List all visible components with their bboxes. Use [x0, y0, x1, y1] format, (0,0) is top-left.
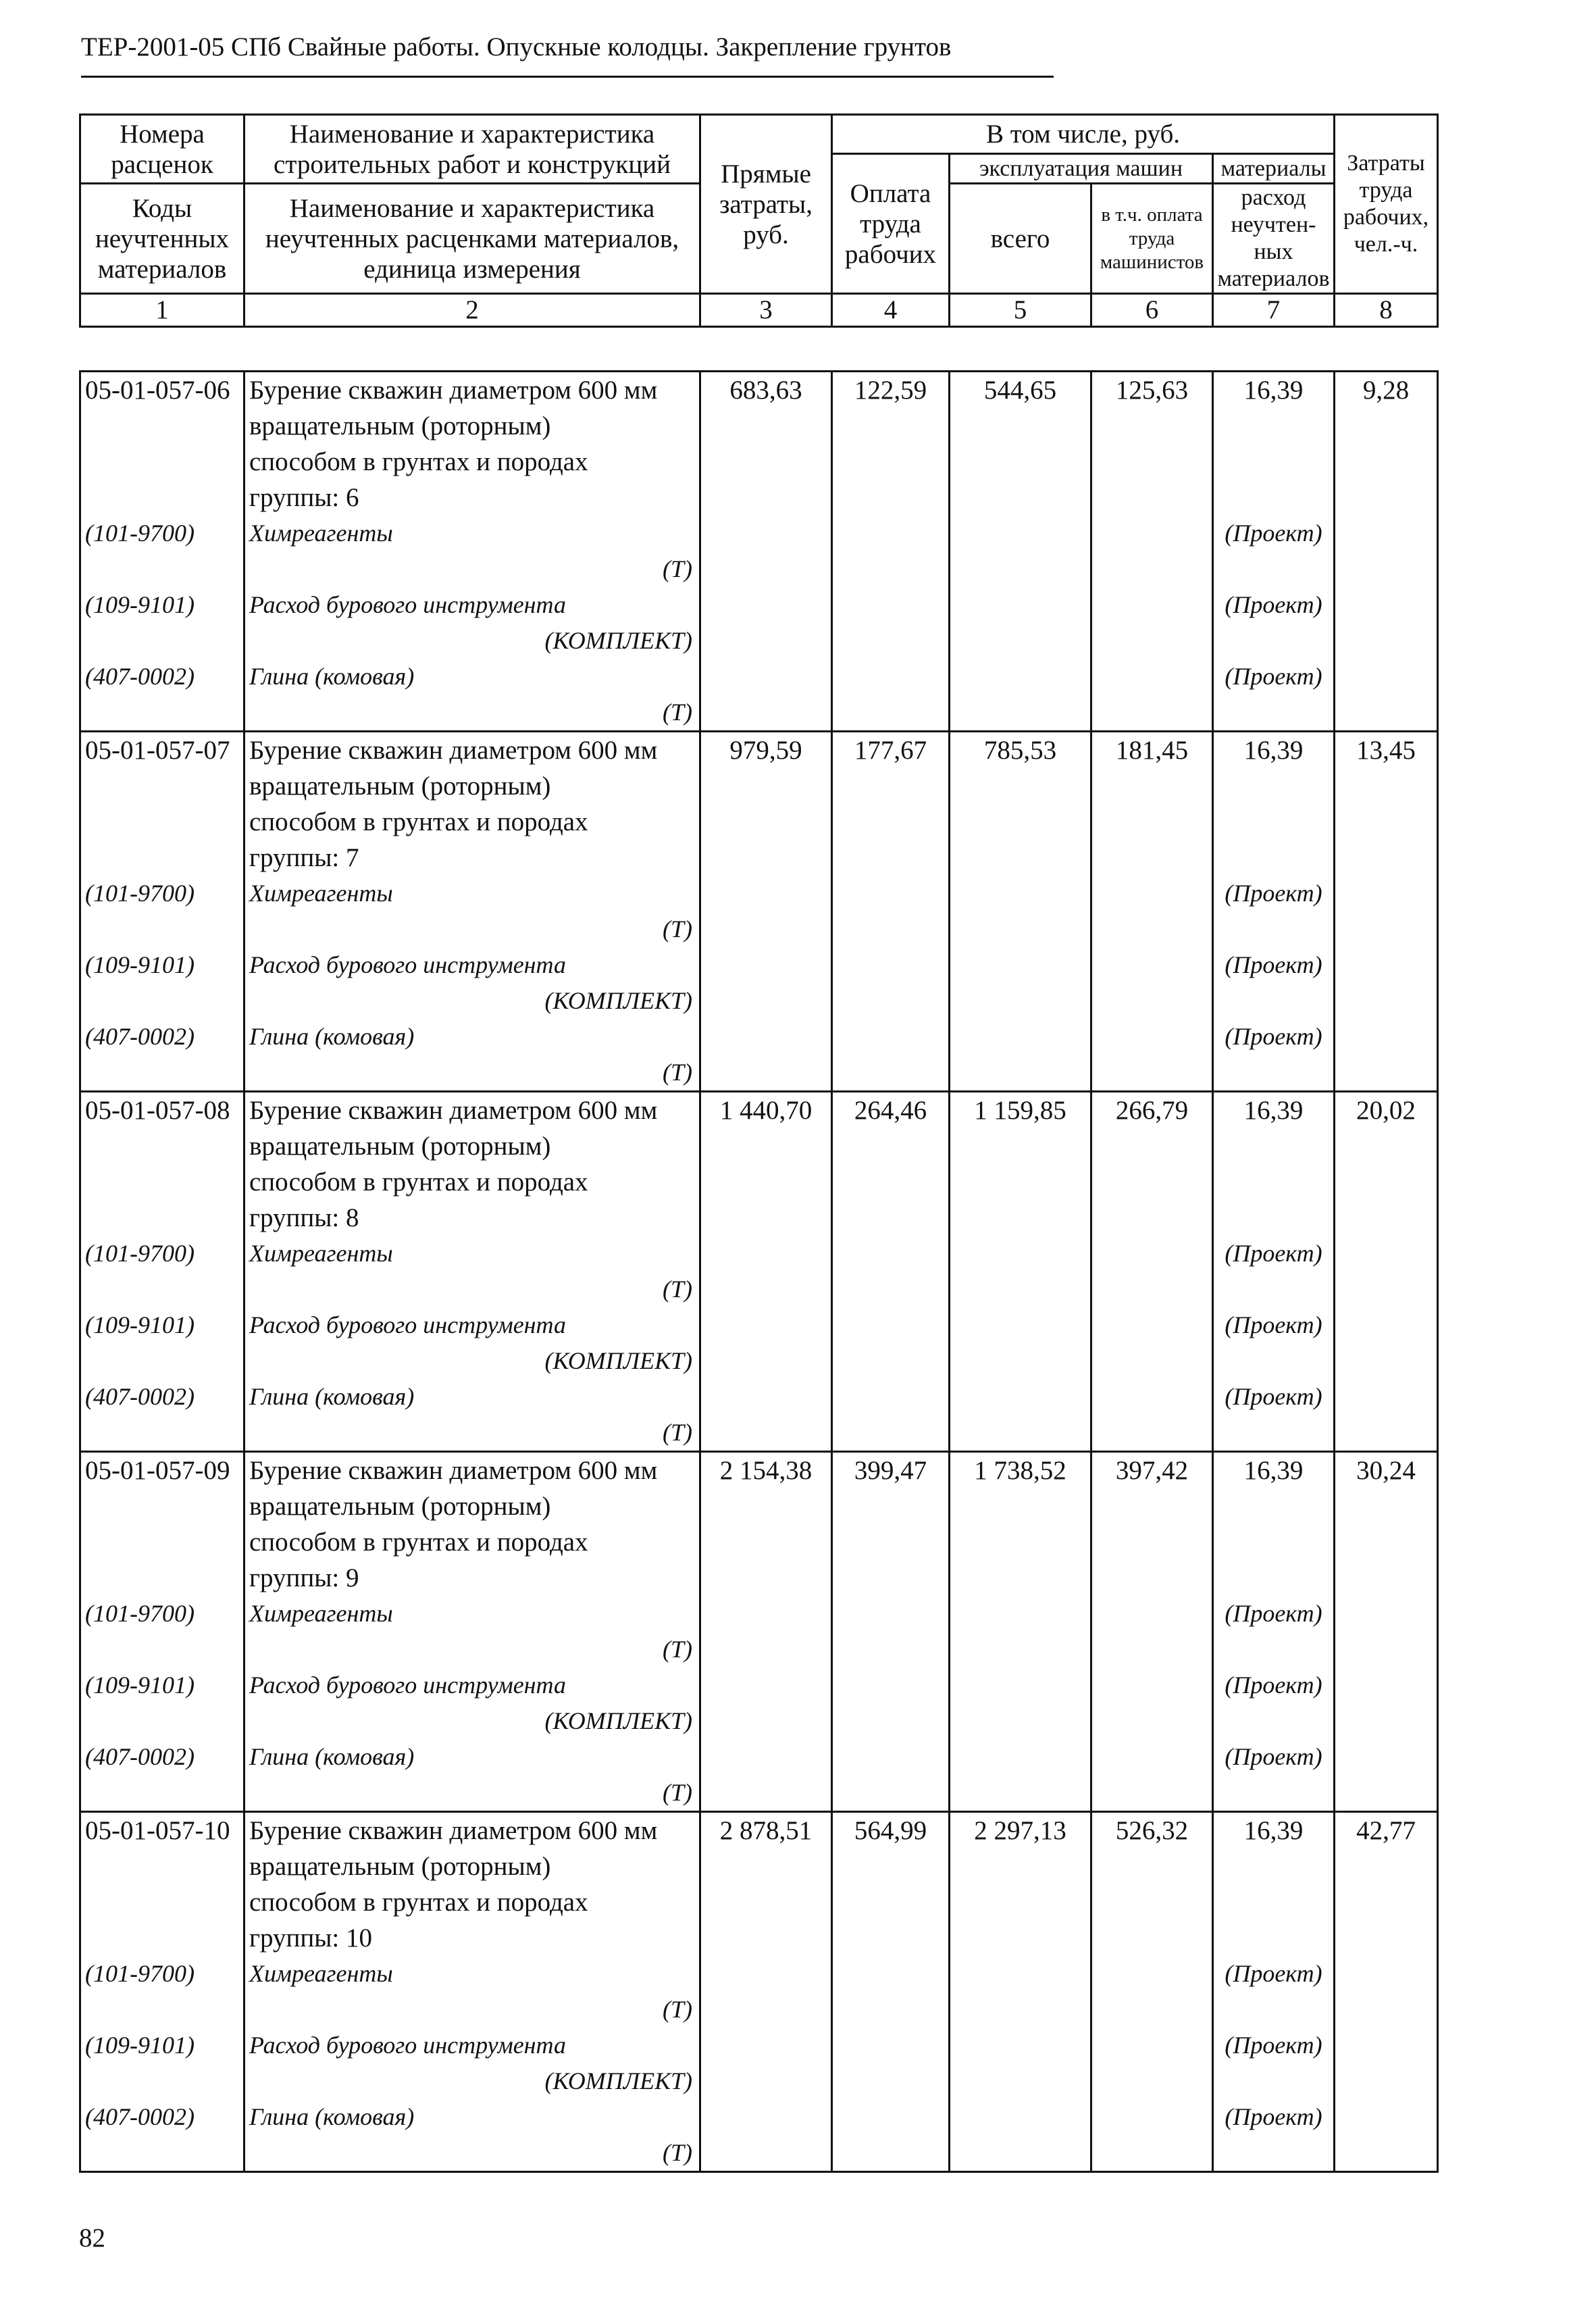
labor-hours-value — [1335, 372, 1438, 732]
material-name: Химреагенты — [249, 1600, 393, 1627]
spacer — [85, 1488, 243, 1524]
materials-cell — [1213, 732, 1335, 1092]
material-unit: (T) — [663, 1996, 692, 2023]
material-name: Химреагенты — [249, 1960, 393, 1987]
spacer — [1214, 1055, 1333, 1090]
project-note: (Проект) — [1225, 1240, 1322, 1267]
machinists-pay-value — [1091, 1452, 1213, 1812]
col-number-8: 8 — [1335, 294, 1438, 327]
rates-table-body — [80, 372, 1438, 2172]
material-code: (407-0002) — [85, 2103, 195, 2130]
direct-costs-value-text: 683,63 — [729, 376, 802, 405]
work-title-line: Бурение скважин диаметром 600 мм — [249, 1816, 658, 1845]
labor-pay-value-text: 122,59 — [854, 376, 927, 405]
header-machinists-pay: в т.ч. оплата труда машинистов — [1091, 184, 1213, 294]
spacer — [85, 2135, 243, 2171]
material-unit: (КОМПЛЕКТ) — [544, 1707, 692, 1734]
rate-code-cell — [80, 372, 244, 732]
materials-cell — [1213, 1092, 1335, 1452]
project-note: (Проект) — [1225, 1600, 1322, 1627]
header-rule — [81, 76, 1054, 78]
work-title-line: группы: 7 — [249, 843, 359, 872]
machinists-pay-value — [1091, 732, 1213, 1092]
spacer — [85, 840, 243, 876]
work-title-line: Бурение скважин диаметром 600 мм — [249, 1456, 658, 1485]
project-note: (Проект) — [1225, 2032, 1322, 2059]
spacer — [85, 911, 243, 947]
material-unit: (КОМПЛЕКТ) — [544, 2067, 692, 2094]
spacer — [1214, 1848, 1333, 1884]
work-title-line: Бурение скважин диаметром 600 мм — [249, 736, 658, 765]
project-note: (Проект) — [1225, 1383, 1322, 1410]
labor-hours-text: 42,77 — [1356, 1816, 1416, 1845]
labor-pay-value-text: 264,46 — [854, 1096, 927, 1125]
rate-code: 05-01-057-07 — [85, 736, 230, 765]
material-unit: (КОМПЛЕКТ) — [544, 987, 692, 1014]
spacer — [85, 1343, 243, 1379]
spacer — [1214, 2135, 1333, 2171]
project-note: (Проект) — [1225, 1960, 1322, 1987]
spacer — [1214, 840, 1333, 876]
rate-code-cell — [80, 1452, 244, 1812]
spacer — [85, 1703, 243, 1739]
machinists-pay-value-text: 526,32 — [1115, 1816, 1189, 1845]
header-materials: материалы — [1213, 154, 1335, 184]
header-labor-hours: Затраты труда рабочих, чел.-ч. — [1335, 115, 1438, 294]
spacer — [1214, 768, 1333, 804]
table-row — [80, 1812, 1438, 2172]
material-name: Расход бурового инструмента — [249, 2032, 566, 2059]
materials-cell — [1213, 372, 1335, 732]
work-title-line: способом в грунтах и породах — [249, 1528, 588, 1557]
col-number-7: 7 — [1213, 294, 1335, 327]
labor-pay-value-text: 564,99 — [854, 1816, 927, 1845]
rate-code: 05-01-057-10 — [85, 1816, 230, 1845]
table-row — [80, 372, 1438, 732]
rates-table — [79, 370, 1439, 2173]
work-title-line: Бурение скважин диаметром 600 мм — [249, 1096, 658, 1125]
material-code: (109-9101) — [85, 2032, 195, 2059]
material-code: (109-9101) — [85, 1671, 195, 1699]
spacer — [1214, 1524, 1333, 1560]
labor-pay-value — [832, 1452, 950, 1812]
work-title-line: вращательным (роторным) — [249, 411, 551, 441]
header-material-consumption: расход неучтен- ных материалов — [1213, 184, 1335, 294]
col-number-5: 5 — [950, 294, 1091, 327]
project-note: (Проект) — [1225, 1311, 1322, 1338]
material-code: (101-9700) — [85, 1960, 195, 1987]
material-code: (101-9700) — [85, 1600, 195, 1627]
spacer — [1214, 1775, 1333, 1811]
direct-costs-value — [700, 1092, 832, 1452]
material-name: Химреагенты — [249, 1240, 393, 1267]
spacer — [1214, 1488, 1333, 1524]
material-name: Химреагенты — [249, 880, 393, 907]
materials-cell — [1213, 1452, 1335, 1812]
labor-hours-value — [1335, 732, 1438, 1092]
machines-total-value — [950, 1812, 1091, 2172]
work-title-line: Бурение скважин диаметром 600 мм — [249, 376, 658, 405]
col-number-6: 6 — [1091, 294, 1213, 327]
spacer — [85, 2063, 243, 2099]
work-title-line: группы: 9 — [249, 1563, 359, 1592]
direct-costs-value — [700, 372, 832, 732]
spacer — [85, 1848, 243, 1884]
work-title-line: способом в грунтах и породах — [249, 447, 588, 476]
spacer — [85, 983, 243, 1019]
spacer — [85, 551, 243, 587]
material-name: Глина (комовая) — [249, 1383, 415, 1410]
labor-pay-value — [832, 1092, 950, 1452]
material-name: Глина (комовая) — [249, 2103, 415, 2130]
material-unit: (T) — [663, 1779, 692, 1806]
spacer — [85, 1055, 243, 1090]
spacer — [85, 1884, 243, 1920]
spacer — [85, 1200, 243, 1236]
document-header: ТЕР-2001-05 СПб Свайные работы. Опускные колодцы. Закрепление грунтов — [81, 32, 952, 61]
spacer — [1214, 1128, 1333, 1164]
machinists-pay-value — [1091, 1812, 1213, 2172]
page-number: 82 — [79, 2223, 105, 2253]
machines-total-value — [950, 1092, 1091, 1452]
header-direct-costs: Прямые затраты, руб. — [700, 115, 832, 294]
machines-total-value-text: 2 297,13 — [974, 1816, 1066, 1845]
material-unit: (T) — [663, 915, 692, 942]
project-note: (Проект) — [1225, 2103, 1322, 2130]
table-header — [79, 114, 1439, 328]
labor-hours-text: 13,45 — [1356, 736, 1416, 765]
spacer — [1214, 551, 1333, 587]
machinists-pay-value-text: 397,42 — [1115, 1456, 1189, 1485]
spacer — [1214, 1884, 1333, 1920]
direct-costs-value-text: 1 440,70 — [719, 1096, 813, 1125]
rate-code: 05-01-057-06 — [85, 376, 230, 405]
machinists-pay-value — [1091, 1092, 1213, 1452]
machinists-pay-value-text: 181,45 — [1115, 736, 1189, 765]
table-row — [80, 1452, 1438, 1812]
machines-total-value-text: 544,65 — [983, 376, 1057, 405]
material-unit: (T) — [663, 1059, 692, 1086]
direct-costs-value-text: 2 878,51 — [719, 1816, 813, 1845]
project-note: (Проект) — [1225, 951, 1322, 978]
spacer — [85, 1632, 243, 1667]
material-name: Расход бурового инструмента — [249, 591, 566, 618]
spacer — [85, 1128, 243, 1164]
spacer — [85, 1560, 243, 1596]
header-work-name: Наименование и характеристика строительных работ и конструкций — [244, 115, 700, 184]
material-code: (101-9700) — [85, 1240, 195, 1267]
spacer — [1214, 408, 1333, 444]
col-number-1: 1 — [80, 294, 244, 327]
work-title-line: вращательным (роторным) — [249, 772, 551, 801]
material-unit: (T) — [663, 699, 692, 726]
spacer — [85, 1524, 243, 1560]
project-note: (Проект) — [1225, 591, 1322, 618]
machines-total-value-text: 785,53 — [983, 736, 1057, 765]
spacer — [1214, 1703, 1333, 1739]
spacer — [85, 695, 243, 730]
labor-pay-value — [832, 732, 950, 1092]
header-rate-numbers: Номера расценок — [80, 115, 244, 184]
header-labor-pay: Оплата труда рабочих — [832, 154, 950, 294]
spacer — [85, 1272, 243, 1307]
work-description-cell — [244, 1092, 700, 1452]
material-unit: (T) — [663, 1276, 692, 1303]
materials-value: 16,39 — [1243, 1456, 1304, 1485]
materials-value: 16,39 — [1243, 1816, 1304, 1845]
labor-hours-value — [1335, 1092, 1438, 1452]
work-title-line: группы: 8 — [249, 1203, 359, 1232]
work-title-line: группы: 6 — [249, 483, 359, 512]
spacer — [1214, 444, 1333, 480]
header-machines-total: всего — [950, 184, 1091, 294]
direct-costs-value — [700, 1452, 832, 1812]
machines-total-value — [950, 732, 1091, 1092]
labor-pay-value — [832, 372, 950, 732]
machines-total-value — [950, 372, 1091, 732]
labor-hours-value — [1335, 1812, 1438, 2172]
spacer — [85, 768, 243, 804]
rate-code-cell — [80, 1812, 244, 2172]
rate-code: 05-01-057-09 — [85, 1456, 230, 1485]
header-material-name: Наименование и характеристика неучтенных расценками материалов, единица измерения — [244, 184, 700, 294]
material-code: (407-0002) — [85, 1743, 195, 1770]
header-unaccounted-codes: Коды неучтенных материалов — [80, 184, 244, 294]
spacer — [85, 1920, 243, 1956]
spacer — [1214, 1343, 1333, 1379]
material-name: Расход бурового инструмента — [249, 951, 566, 978]
material-unit: (КОМПЛЕКТ) — [544, 1347, 692, 1374]
spacer — [1214, 1560, 1333, 1596]
spacer — [1214, 1415, 1333, 1451]
work-title-line: способом в грунтах и породах — [249, 1167, 588, 1197]
direct-costs-value-text: 979,59 — [729, 736, 802, 765]
work-title-line: группы: 10 — [249, 1923, 373, 1953]
work-description-cell — [244, 1452, 700, 1812]
material-code: (101-9700) — [85, 520, 195, 547]
material-code: (109-9101) — [85, 951, 195, 978]
col-number-3: 3 — [700, 294, 832, 327]
material-code: (407-0002) — [85, 1023, 195, 1050]
project-note: (Проект) — [1225, 663, 1322, 690]
spacer — [1214, 1920, 1333, 1956]
machinists-pay-value — [1091, 372, 1213, 732]
rate-code: 05-01-057-08 — [85, 1096, 230, 1125]
rate-code-cell — [80, 1092, 244, 1452]
spacer — [85, 1164, 243, 1200]
spacer — [85, 480, 243, 515]
materials-value: 16,39 — [1243, 736, 1304, 765]
project-note: (Проект) — [1225, 1023, 1322, 1050]
machines-total-value-text: 1 159,85 — [974, 1096, 1066, 1125]
material-name: Глина (комовая) — [249, 663, 415, 690]
project-note: (Проект) — [1225, 1671, 1322, 1699]
material-code: (101-9700) — [85, 880, 195, 907]
labor-hours-text: 9,28 — [1362, 376, 1410, 405]
work-title-line: способом в грунтах и породах — [249, 1888, 588, 1917]
material-unit: (T) — [663, 2139, 692, 2166]
table-row — [80, 732, 1438, 1092]
direct-costs-value-text: 2 154,38 — [719, 1456, 813, 1485]
direct-costs-value — [700, 732, 832, 1092]
project-note: (Проект) — [1225, 520, 1322, 547]
spacer — [1214, 1200, 1333, 1236]
labor-hours-value — [1335, 1452, 1438, 1812]
material-name: Глина (комовая) — [249, 1023, 415, 1050]
direct-costs-value — [700, 1812, 832, 2172]
spacer — [85, 408, 243, 444]
spacer — [85, 804, 243, 840]
spacer — [85, 444, 243, 480]
work-title-line: вращательным (роторным) — [249, 1852, 551, 1881]
work-title-line: вращательным (роторным) — [249, 1492, 551, 1521]
machinists-pay-value-text: 266,79 — [1115, 1096, 1189, 1125]
material-name: Химреагенты — [249, 520, 393, 547]
header-machines: эксплуатация машин — [950, 154, 1213, 184]
spacer — [1214, 1992, 1333, 2028]
work-description-cell — [244, 372, 700, 732]
col-number-2: 2 — [244, 294, 700, 327]
spacer — [1214, 1272, 1333, 1307]
rate-code-cell — [80, 732, 244, 1092]
spacer — [1214, 804, 1333, 840]
labor-hours-text: 30,24 — [1356, 1456, 1416, 1485]
spacer — [1214, 1164, 1333, 1200]
material-code: (109-9101) — [85, 591, 195, 618]
project-note: (Проект) — [1225, 880, 1322, 907]
material-unit: (T) — [663, 1419, 692, 1446]
spacer — [1214, 695, 1333, 730]
material-code: (407-0002) — [85, 1383, 195, 1410]
machines-total-value-text: 1 738,52 — [974, 1456, 1066, 1485]
spacer — [1214, 623, 1333, 659]
spacer — [85, 1775, 243, 1811]
spacer — [1214, 911, 1333, 947]
machines-total-value — [950, 1452, 1091, 1812]
material-name: Глина (комовая) — [249, 1743, 415, 1770]
spacer — [85, 1992, 243, 2028]
work-title-line: способом в грунтах и породах — [249, 807, 588, 836]
materials-value: 16,39 — [1243, 376, 1304, 405]
spacer — [1214, 480, 1333, 515]
table-row — [80, 1092, 1438, 1452]
machinists-pay-value-text: 125,63 — [1115, 376, 1189, 405]
material-name: Расход бурового инструмента — [249, 1311, 566, 1338]
material-unit: (T) — [663, 555, 692, 582]
col-number-4: 4 — [832, 294, 950, 327]
materials-cell — [1213, 1812, 1335, 2172]
material-name: Расход бурового инструмента — [249, 1671, 566, 1699]
materials-value: 16,39 — [1243, 1096, 1304, 1125]
labor-pay-value-text: 399,47 — [854, 1456, 927, 1485]
work-description-cell — [244, 1812, 700, 2172]
spacer — [1214, 1632, 1333, 1667]
material-code: (407-0002) — [85, 663, 195, 690]
work-title-line: вращательным (роторным) — [249, 1132, 551, 1161]
header-including: В том числе, руб. — [832, 115, 1335, 154]
material-unit: (T) — [663, 1636, 692, 1663]
labor-hours-text: 20,02 — [1356, 1096, 1416, 1125]
spacer — [85, 623, 243, 659]
work-description-cell — [244, 732, 700, 1092]
material-code: (109-9101) — [85, 1311, 195, 1338]
spacer — [1214, 2063, 1333, 2099]
labor-pay-value — [832, 1812, 950, 2172]
project-note: (Проект) — [1225, 1743, 1322, 1770]
spacer — [85, 1415, 243, 1451]
material-unit: (КОМПЛЕКТ) — [544, 627, 692, 654]
labor-pay-value-text: 177,67 — [854, 736, 927, 765]
spacer — [1214, 983, 1333, 1019]
